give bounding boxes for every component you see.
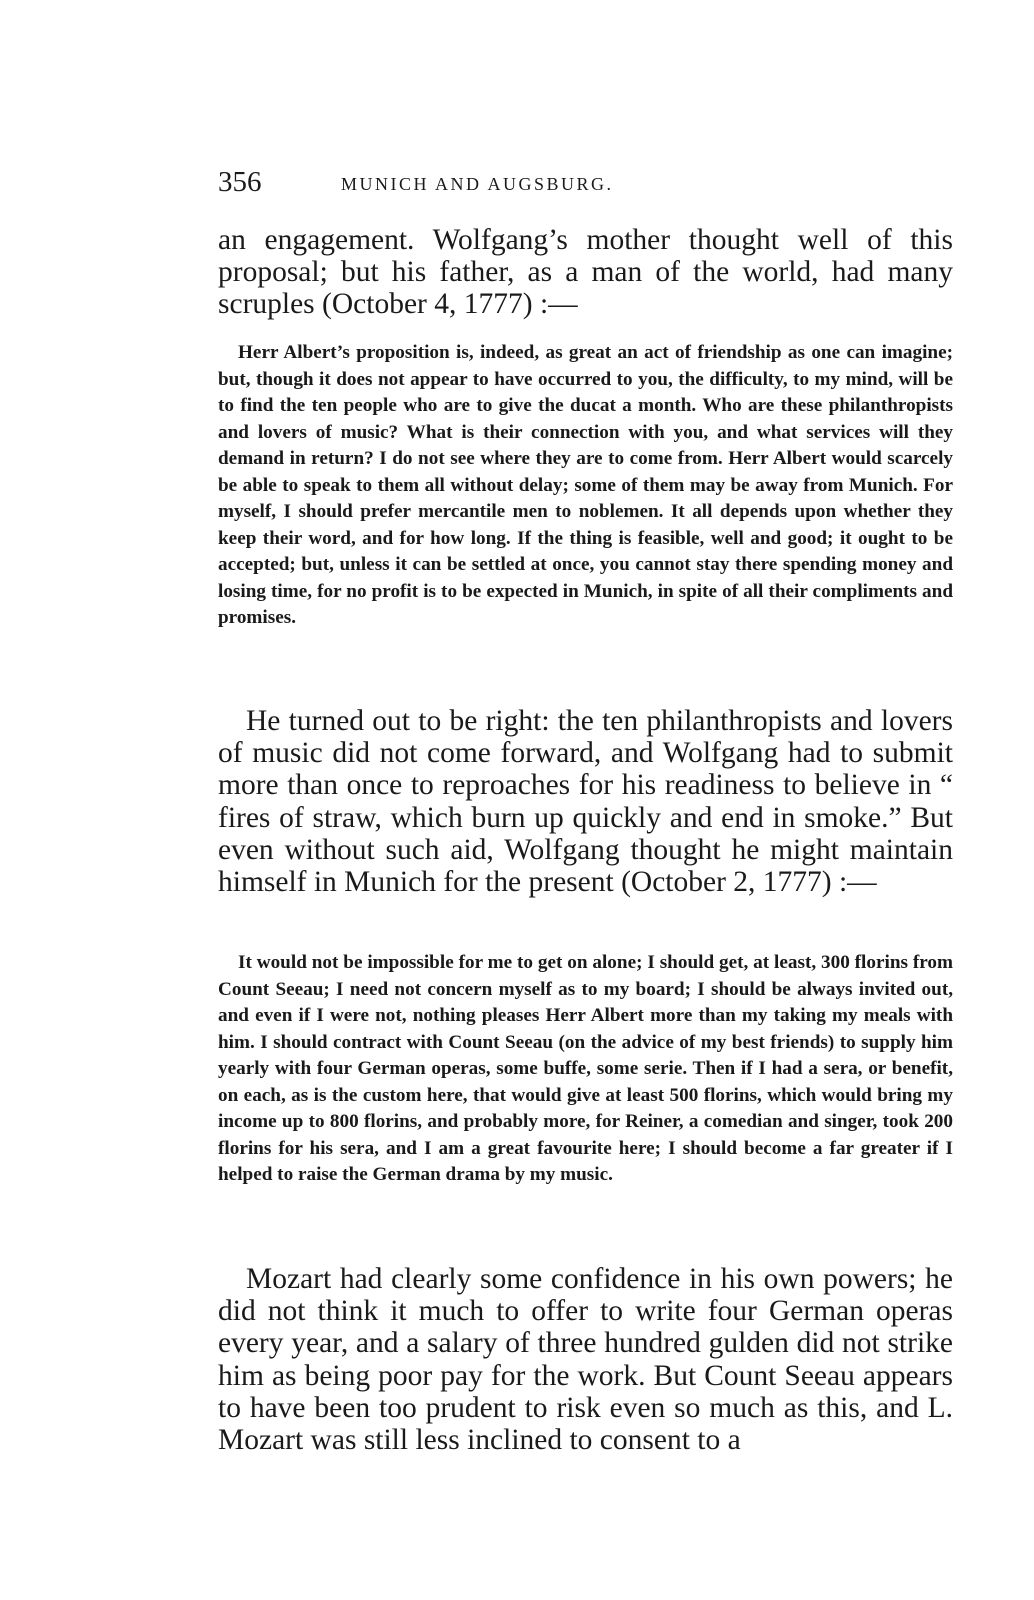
quoted-letter-father: Herr Albert’s proposition is, indeed, as great an act of friendship as one can imagine; but, though it does not appear to have occurred to you, the difficulty, to my mind, will be to find the ten people who are to give the ducat a month. Who are these philanthropists and lovers of music? What is their connection with you, and what services will they demand in return? I do not see where they are to come from. Herr Albert would scarcely be able to speak to them all without delay; some of them may be away from Munich. For myself, I should prefer mercantile men to noblemen. It all depends upon whether they keep their word, and for how long. If the thing is feasible, well and good; it ought to be accepted; but, unless it can be settled at once, you cannot stay there spending money and losing time, for no profit is to be expected in Munich, in spite of all their compliments and promises.: [218, 342, 953, 628]
paragraph-intro: an engagement. Wolfgang’s mother thought well of this proposal; but his father, as a man of the world, had many scruples (October 4, 1777) :—: [218, 224, 953, 321]
running-head: MUNICH AND AUGSBURG.: [341, 174, 614, 194]
paragraph-narrative: He turned out to be right: the ten philanthropists and lovers of music did not come forward, and Wolfgang had to submit more than once to reproaches for his readiness to believe in “ fires of straw, which burn up quickly and end in smoke.” But even without such aid, Wolfgang thought he might maintain himself in Munich for the present (October 2, 1777) :—: [218, 705, 953, 899]
paragraph-conclusion: Mozart had clearly some confidence in his own powers; he did not think it much to offer to write four German operas every year, and a salary of three hundred gulden did not strike him as being poor pay for the work. But Count Seeau appears to have been too prudent to risk even so much as this, and L. Mozart was still less inclined to consent to a: [218, 1263, 953, 1457]
page-header: [218, 162, 953, 202]
page-number: 356: [218, 166, 262, 198]
quoted-letter-wolfgang: It would not be impossible for me to get on alone; I should get, at least, 300 florins from Count Seeau; I need not concern myself as to my board; I should be always invited out, and even if I were not, nothing pleases Herr Albert more than my taking my meals with him. I should contract with Count Seeau (on the advice of my best friends) to supply him yearly with four German operas, some buffe, some serie. Then if I had a sera, or benefit, on each, as is the custom here, that would give at least 500 florins, which would bring my income up to 800 florins, and probably more, for Reiner, a comedian and singer, took 200 florins for his sera, and I am a great favourite here; I should become a far greater if I helped to raise the German drama by my music.: [218, 952, 953, 1185]
